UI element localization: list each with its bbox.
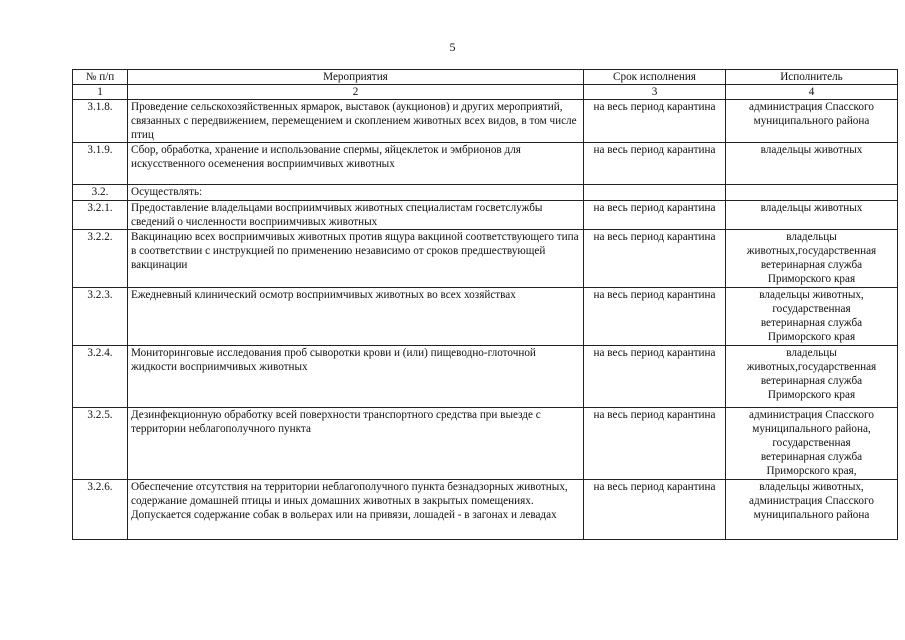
column-number: 4 (726, 85, 898, 100)
executor-line: животных,государственная (746, 361, 877, 373)
row-number: 3.2.2. (73, 230, 128, 288)
executor-line: администрация Спасского (749, 101, 874, 113)
term-text: на весь период карантина (584, 100, 726, 143)
header-col-executor: Исполнитель (726, 70, 898, 85)
executor-cell (726, 100, 898, 143)
term-text: на весь период карантина (584, 480, 726, 540)
executor-line: владельцы животных, (759, 289, 864, 301)
row-number: 3.1.8. (73, 100, 128, 143)
measure-text: Проведение сельскохозяйственных ярмарок, выставок (аукционов) и других мероприятий, связанных с передвижением, перемещением и скоплением животных всех видов, в том числе птиц (128, 100, 584, 143)
column-number-row (73, 85, 898, 100)
term-text: на весь период карантина (584, 408, 726, 480)
row-number: 3.2.1. (73, 201, 128, 230)
executor-line: ветеринарная служба (760, 375, 863, 387)
row-number: 3.2. (73, 185, 128, 201)
executor-line: владельцы животных, (759, 481, 864, 493)
executor-line: владельцы (786, 347, 837, 359)
term-text: на весь период карантина (584, 143, 726, 185)
measure-text: Обеспечение отсутствия на территории неблагополучного пункта безнадзорных животных, содержание домашней птицы и иных домашних животных в закрытых помещениях. Допускается содержание собак в вольерах или на привязи, лошадей - в загонах и левадах (128, 480, 584, 540)
row-number: 3.1.9. (73, 143, 128, 185)
measure-text: Предоставление владельцами восприимчивых животных специалистам госветслужбы сведений о численности восприимчивых животных (128, 201, 584, 230)
executor-line: государственная (772, 437, 851, 449)
measure-text: Осуществлять: (128, 185, 584, 201)
executor-line: муниципального района, (752, 423, 871, 435)
header-col-number: № п/п (73, 70, 128, 85)
table-header-row (73, 70, 898, 85)
page-number: 5 (449, 40, 456, 54)
executor-line: муниципального района (753, 509, 870, 521)
executor-line: государственная (772, 303, 851, 315)
executor-line: Приморского края, (766, 465, 857, 477)
executor-line: ветеринарная служба (760, 317, 863, 329)
row-number: 3.2.5. (73, 408, 128, 480)
table-row (73, 480, 898, 540)
executor-line: владельцы (786, 231, 837, 243)
column-number: 3 (584, 85, 726, 100)
header-col-measures: Мероприятия (128, 70, 584, 85)
table-row (73, 346, 898, 408)
table-row (73, 230, 898, 288)
table-row (73, 408, 898, 480)
header-col-term: Срок исполнения (584, 70, 726, 85)
row-number: 3.2.3. (73, 288, 128, 346)
measure-text: Сбор, обработка, хранение и использование спермы, яйцеклеток и эмбрионов для искусственного осеменения восприимчивых животных (128, 143, 584, 185)
executor-line: владельцы животных (760, 144, 863, 156)
term-text: на весь период карантина (584, 201, 726, 230)
table-row (73, 288, 898, 346)
table-row (73, 201, 898, 230)
executor-cell (726, 230, 898, 288)
measure-text: Дезинфекционную обработку всей поверхности транспортного средства при выезде с территории неблагополучного пункта (128, 408, 584, 480)
executor-cell (726, 346, 898, 408)
row-number: 3.2.4. (73, 346, 128, 408)
measure-text: Ежедневный клинический осмотр восприимчивых животных во всех хозяйствах (128, 288, 584, 346)
executor-line: Приморского края (767, 273, 856, 285)
executor-line: администрация Спасского (749, 495, 874, 507)
measure-text: Мониторинговые исследования проб сыворотки крови и (или) пищеводно-глоточной жидкости восприимчивых животных (128, 346, 584, 408)
column-number: 2 (128, 85, 584, 100)
term-text: на весь период карантина (584, 230, 726, 288)
measures-table (72, 69, 898, 540)
executor-line: ветеринарная служба (760, 451, 863, 463)
table-body (73, 100, 898, 540)
term-text: на весь период карантина (584, 346, 726, 408)
executor-cell (726, 143, 898, 185)
executor-line: ветеринарная служба (760, 259, 863, 271)
table-row (73, 100, 898, 143)
executor-cell (726, 201, 898, 230)
executor-line: Приморского края (767, 331, 856, 343)
executor-cell (726, 185, 898, 201)
column-number: 1 (73, 85, 128, 100)
row-number: 3.2.6. (73, 480, 128, 540)
executor-line: животных,государственная (746, 245, 877, 257)
executor-cell (726, 480, 898, 540)
executor-cell (726, 288, 898, 346)
executor-line: муниципального района (753, 115, 870, 127)
executor-line: владельцы животных (760, 202, 863, 214)
table-row (73, 185, 898, 201)
term-text: на весь период карантина (584, 288, 726, 346)
term-text (584, 185, 726, 201)
measure-text: Вакцинацию всех восприимчивых животных против ящура вакциной соответствующего типа в соответствии с инструкцией по применению независимо от сроков предшествующей вакцинации (128, 230, 584, 288)
executor-line: администрация Спасского (749, 409, 874, 421)
table-row (73, 143, 898, 185)
executor-cell (726, 408, 898, 480)
executor-line: Приморского края (767, 389, 856, 401)
